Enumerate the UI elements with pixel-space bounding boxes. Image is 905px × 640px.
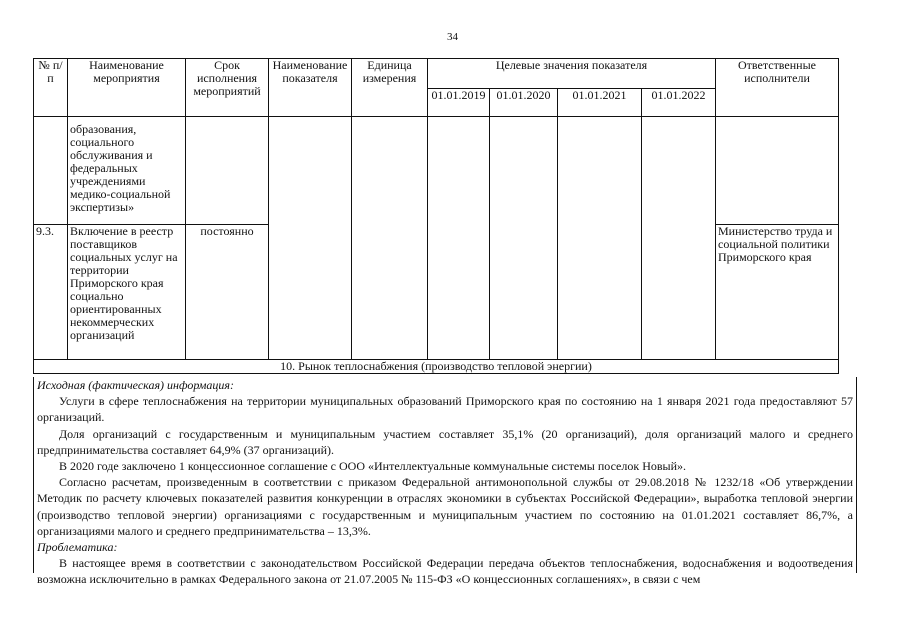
header-responsible: Ответственные исполнители xyxy=(716,59,839,117)
header-event-name: Наименование мероприятия xyxy=(68,59,186,117)
header-date-2021: 01.01.2021 xyxy=(558,89,642,117)
paragraph-4: Согласно расчетам, произведенным в соответствии с приказом Федеральной антимонопольной службы от 29.08.2018 № 1232/18 «Об утверждении Методик по расчету ключевых показателей развития конкуренции в отраслях экономики в субъектах Российской Федерации», выработка тепловой энергии (производство тепловой энергии) организациями с государственным и муниципальным участием по состоянию на 01.01.2021 составляет 86,7%, а организациями малого и среднего предпринимательства – 13,3%. xyxy=(37,475,853,538)
measures-table xyxy=(33,58,839,374)
problems-label: Проблематика: xyxy=(37,540,118,555)
cell-indicator-name xyxy=(269,117,352,360)
problems-paragraph: В настоящее время в соответствии с законодательством Российской Федерации передача объектов теплоснабжения, водоснабжения и водоотведения возможна исключительно в рамках Федерального закона от 21.07.2005 № 115-ФЗ «О концессионных соглашениях», в связи с чем xyxy=(37,556,853,587)
header-num: № п/п xyxy=(34,59,68,117)
header-indicator-name: Наименование показателя xyxy=(269,59,352,117)
cell-deadline xyxy=(186,117,269,225)
header-unit: Единица измерения xyxy=(352,59,428,117)
section-title: 10. Рынок теплоснабжения (производство тепловой энергии) xyxy=(34,360,839,374)
row-9-3-responsible: Министерство труда и социальной политики Приморского края xyxy=(716,225,839,360)
cell-event-name-continued: образования, социального обслуживания и федеральных учреждениями медико-социальной экспертизы» xyxy=(68,117,186,225)
header-date-2022: 01.01.2022 xyxy=(642,89,716,117)
paragraph-3: В 2020 годе заключено 1 концессионное соглашение с ООО «Интеллектуальные коммунальные системы поселок Новый». xyxy=(59,459,687,474)
paragraph-2: Доля организаций с государственным и муниципальным участием составляет 35,1% (20 организаций), доля организаций малого и среднего предпринимательства составляет 64,9% (37 организаций). xyxy=(37,426,853,457)
paragraph-1: Услуги в сфере теплоснабжения на территории муниципальных образований Приморского края по состоянию на 1 января 2021 года предоставляют 57 организаций. xyxy=(37,394,853,425)
cell-unit xyxy=(352,117,428,360)
cell-value-2020 xyxy=(490,117,558,360)
header-target-values: Целевые значения показателя xyxy=(428,59,716,89)
row-9-3-event-name: Включение в реестр поставщиков социальных услуг на территории Приморского края социально ориентированных некоммерческих организаций xyxy=(68,225,186,360)
cell-value-2022 xyxy=(642,117,716,360)
cell-responsible xyxy=(716,117,839,225)
page-number: 34 xyxy=(447,31,458,43)
header-date-2020: 01.01.2020 xyxy=(490,89,558,117)
header-deadline: Срок исполнения мероприятий xyxy=(186,59,269,117)
header-date-2019: 01.01.2019 xyxy=(428,89,490,117)
cell-num xyxy=(34,117,68,225)
row-9-3-deadline: постоянно xyxy=(186,225,269,360)
cell-value-2021 xyxy=(558,117,642,360)
document-body xyxy=(33,377,857,587)
initial-info-label: Исходная (фактическая) информация: xyxy=(37,378,234,392)
cell-value-2019 xyxy=(428,117,490,360)
row-9-3-num: 9.3. xyxy=(34,225,68,360)
